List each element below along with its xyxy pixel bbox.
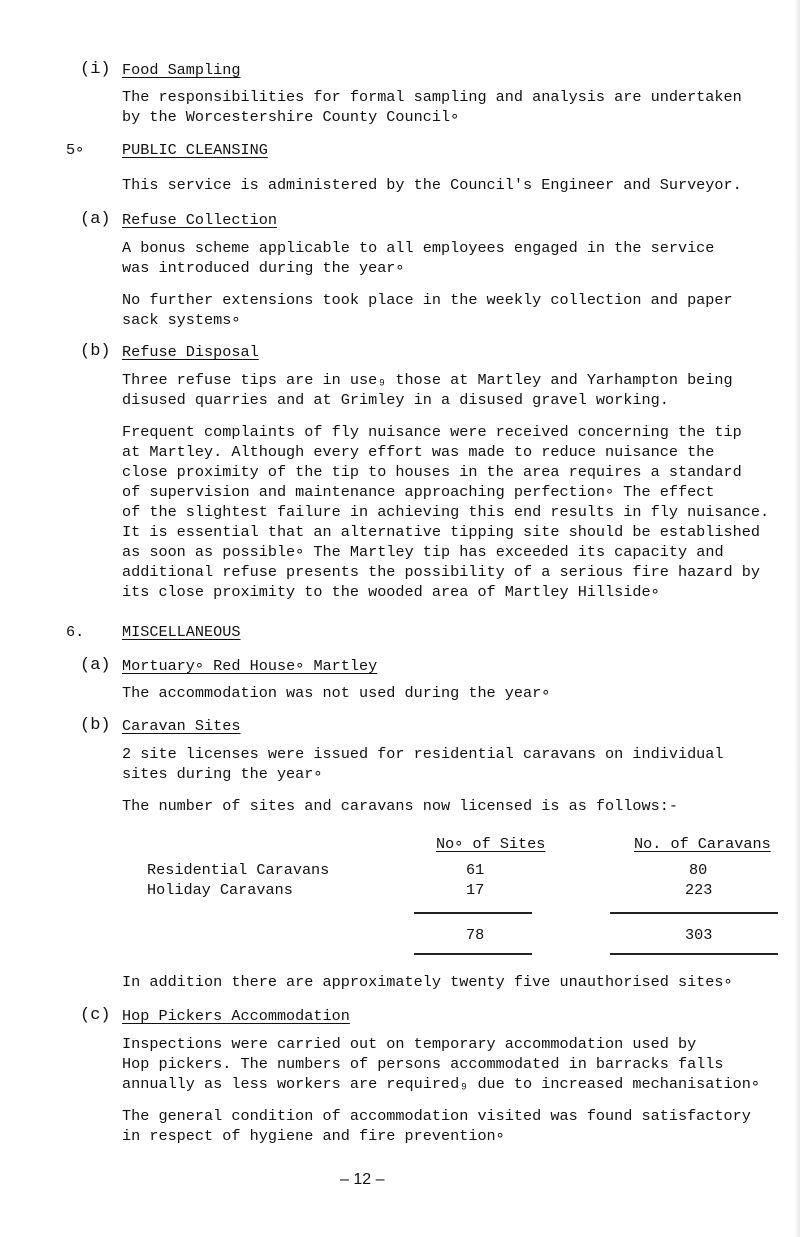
section-heading: PUBLIC CLEANSING xyxy=(122,141,268,159)
total-caravans: 303 xyxy=(685,926,713,944)
paragraph-line: was introduced during the year∘ xyxy=(122,259,405,277)
paragraph-line: as soon as possible∘ The Martley tip has exceeded its capacity and xyxy=(122,543,724,561)
paragraph-line: disused quarries and at Grimley in a disused gravel working. xyxy=(122,391,669,409)
subsection-heading: Refuse Disposal xyxy=(122,343,259,361)
section-number: 6. xyxy=(66,623,85,641)
subsection-label: (b) xyxy=(80,716,111,735)
paragraph-line: Hop pickers. The numbers of persons accommodated in barracks falls xyxy=(122,1055,724,1073)
paragraph-line: additional refuse presents the possibility of a serious fire hazard by xyxy=(122,563,760,581)
paragraph-line: at Martley. Although every effort was made to reduce nuisance the xyxy=(122,443,715,461)
paragraph-line: Inspections were carried out on temporary accommodation used by xyxy=(122,1035,697,1053)
paragraph-line: its close proximity to the wooded area of Martley Hillside∘ xyxy=(122,583,660,601)
subsection-label: (a) xyxy=(80,656,111,675)
subsection-label: (c) xyxy=(80,1006,111,1025)
page-number: – 12 – xyxy=(340,1171,385,1188)
total-rule-top xyxy=(414,912,532,914)
paragraph-line: close proximity of the tip to houses in the area requires a standard xyxy=(122,463,742,481)
row-label: Residential Caravans xyxy=(147,861,330,879)
subsection-heading: Caravan Sites xyxy=(122,717,241,735)
row-label: Holiday Caravans xyxy=(147,881,293,899)
paragraph-line: sack systems∘ xyxy=(122,311,241,329)
subsection-heading: Mortuary∘ Red House∘ Martley xyxy=(122,657,378,675)
paragraph-line: The general condition of accommodation visited was found satisfactory xyxy=(122,1107,751,1125)
paragraph-line: The accommodation was not used during the year∘ xyxy=(122,684,551,702)
section-heading: MISCELLANEOUS xyxy=(122,623,241,641)
subsection-heading: Hop Pickers Accommodation xyxy=(122,1007,350,1025)
paragraph-line: In addition there are approximately twenty five unauthorised sites∘ xyxy=(122,973,733,991)
cell-sites: 17 xyxy=(466,881,485,899)
cell-caravans: 223 xyxy=(685,881,713,899)
paragraph-line: The number of sites and caravans now licensed is as follows:- xyxy=(122,797,678,815)
column-header-sites: No∘ of Sites xyxy=(436,835,546,853)
paragraph-line: annually as less workers are required₉ due to increased mechanisation∘ xyxy=(122,1075,761,1093)
paragraph-line: by the Worcestershire County Council∘ xyxy=(122,108,460,126)
paragraph-line: This service is administered by the Council's Engineer and Surveyor. xyxy=(122,176,742,194)
column-header-caravans: No. of Caravans xyxy=(634,835,771,853)
paragraph-line: The responsibilities for formal sampling and analysis are undertaken xyxy=(122,88,742,106)
section-label: (i) xyxy=(80,60,111,79)
paragraph-line: in respect of hygiene and fire prevention∘ xyxy=(122,1127,505,1145)
cell-caravans: 80 xyxy=(689,861,708,879)
paragraph-line: of the slightest failure in achieving this end results in fly nuisance. xyxy=(122,503,770,521)
paragraph-line: sites during the year∘ xyxy=(122,765,323,783)
subsection-heading: Refuse Collection xyxy=(122,211,277,229)
subsection-label: (a) xyxy=(80,210,111,229)
paragraph-line: No further extensions took place in the weekly collection and paper xyxy=(122,291,733,309)
section-heading: Food Sampling xyxy=(122,61,241,79)
section-number: 5∘ xyxy=(66,141,85,159)
paragraph-line: 2 site licenses were issued for residential caravans on individual xyxy=(122,745,724,763)
total-rule-bottom xyxy=(610,953,778,955)
total-sites: 78 xyxy=(466,926,485,944)
paragraph-line: of supervision and maintenance approaching perfection∘ The effect xyxy=(122,483,715,501)
total-rule-bottom xyxy=(414,953,532,955)
total-rule-top xyxy=(610,912,778,914)
paragraph-line: A bonus scheme applicable to all employees engaged in the service xyxy=(122,239,715,257)
subsection-label: (b) xyxy=(80,342,111,361)
paragraph-line: It is essential that an alternative tipping site should be established xyxy=(122,523,760,541)
paragraph-line: Frequent complaints of fly nuisance were received concerning the tip xyxy=(122,423,742,441)
paragraph-line: Three refuse tips are in use₉ those at Martley and Yarhampton being xyxy=(122,371,733,389)
cell-sites: 61 xyxy=(466,861,485,879)
page-edge-shadow xyxy=(794,0,800,1237)
